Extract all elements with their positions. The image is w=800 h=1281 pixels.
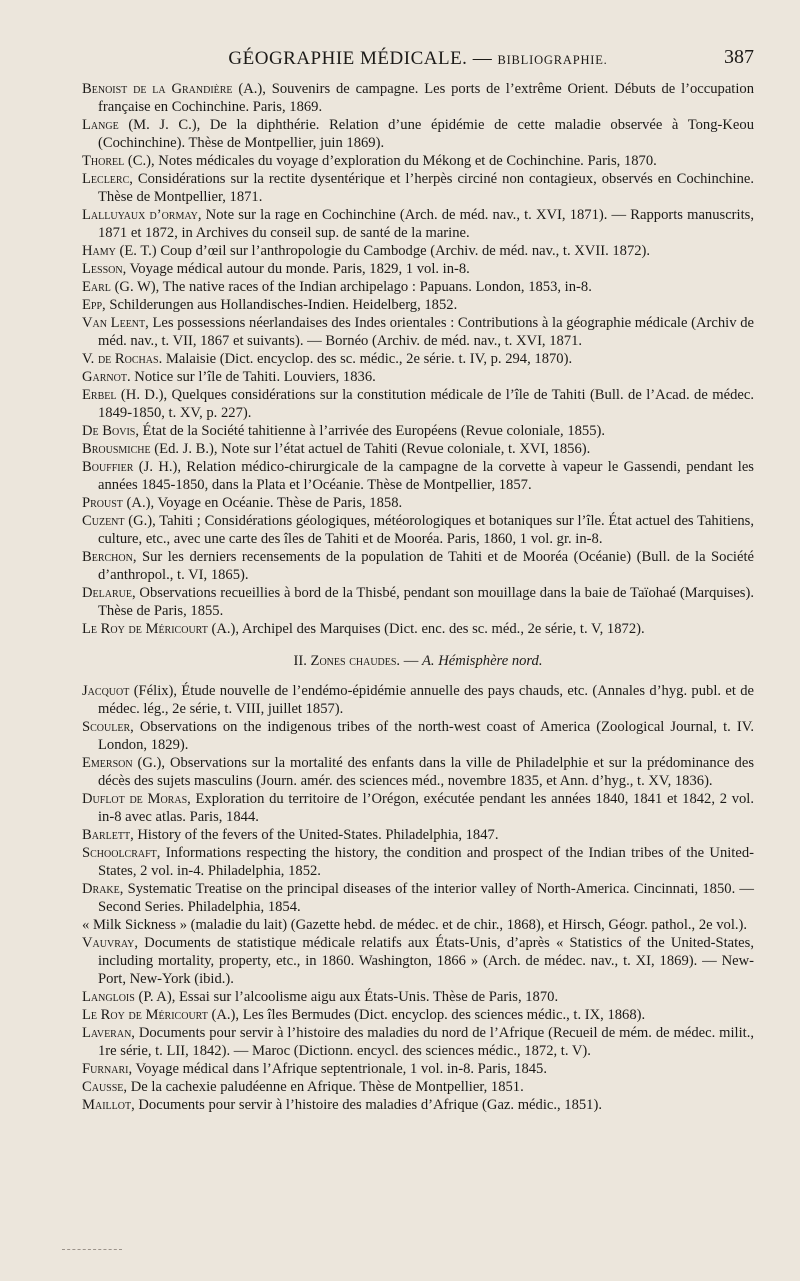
entry-text: , De la cachexie paludéenne en Afrique. Thèse de Montpellier, 1851.: [123, 1079, 524, 1095]
entry-text: , Les possessions néerlandaises des Indes orientales : Contributions à la géographie médicale (Archiv de méd. nav., t. VII, 1867 et suivants). — Bornéo (Archiv. de méd. nav., t. XVI, 1871.: [98, 315, 755, 349]
bibliography-entry: [82, 386, 754, 422]
entry-text: (G.), Tahiti ; Considérations géologiques, météorologiques et botaniques sur l’île. État actuel des Tahitiens, culture, etc., avec une carte des îles de Tahiti et de Mooréa. Paris, 1860, 1 vol. gr. in-8.: [98, 513, 754, 547]
bibliography-entry: [82, 206, 754, 242]
entry-text: (G. W), The native races of the Indian archipelago : Papuans. London, 1853, in-8.: [110, 279, 592, 295]
entry-text: , Voyage médical autour du monde. Paris, 1829, 1 vol. in-8.: [122, 261, 470, 277]
section-heading: [82, 652, 754, 670]
entry-text: (A.), Les îles Bermudes (Dict. encyclop. des sciences médic., t. IX, 1868).: [207, 1007, 646, 1023]
entry-text: (J. H.), Relation médico-chirurgicale de la campagne de la corvette à vapeur le Gassendi, pendant les années 1845-1850, dans la Plata et l’Océanie. Thèse de Montpellier, 1857.: [98, 459, 754, 493]
bibliography-entry: [82, 152, 754, 170]
entry-author: V. de Rochas: [82, 351, 159, 367]
entry-text: , Sur les derniers recensements de la population de Tahiti et de Mooréa (Océanie) (Bull. de la Société d’anthropol., t. VI, 1865).: [98, 549, 754, 583]
bibliography-entry: [82, 844, 754, 880]
entry-author: Maillot: [82, 1097, 132, 1113]
header-title: GÉOGRAPHIE MÉDICALE.: [228, 48, 468, 69]
entry-text: , Systematic Treatise on the principal diseases of the interior valley of North-America. Cincinnati, 1850. — Second Series. Philadelphia, 1854.: [98, 881, 754, 915]
entry-author: Bouffier: [82, 459, 134, 475]
entry-author: Van Leent: [82, 315, 146, 331]
entry-author: Thorel: [82, 153, 125, 169]
entry-author: Lalluyaux d’ormay: [82, 207, 198, 223]
bibliography-entry: [82, 1096, 754, 1114]
bibliography-entry: [82, 116, 754, 152]
bibliography-entry: [82, 260, 754, 278]
bibliography-entry: [82, 314, 754, 350]
bibliography-entry: [82, 422, 754, 440]
entry-text: , Voyage médical dans l’Afrique septentrionale, 1 vol. in-8. Paris, 1845.: [128, 1061, 547, 1077]
bibliography-entry: [82, 754, 754, 790]
bibliography-entry: [82, 494, 754, 512]
entry-text: , Documents pour servir à l’histoire des maladies d’Afrique (Gaz. médic., 1851).: [131, 1097, 602, 1113]
bibliography-entry: [82, 440, 754, 458]
entry-text: , History of the fevers of the United-States. Philadelphia, 1847.: [130, 827, 499, 843]
running-title: [82, 48, 754, 70]
entry-text: , État de la Société tahitienne à l’arrivée des Européens (Revue coloniale, 1855).: [135, 423, 606, 439]
entry-author: Emerson: [82, 755, 133, 771]
entry-text: , Informations respecting the history, the condition and prospect of the Indian tribes of the United-States, 2 vol. in-4. Philadelphia, 1852.: [98, 845, 754, 879]
bibliography-entry: [82, 1060, 754, 1078]
bibliography-entry: [82, 1078, 754, 1096]
entry-author: Hamy: [82, 243, 116, 259]
section-prefix: II.: [293, 653, 311, 669]
entry-author: De Bovis: [82, 423, 136, 439]
entry-text: (A.), Voyage en Océanie. Thèse de Paris, 1858.: [122, 495, 403, 511]
section-dash: —: [400, 653, 422, 669]
entry-text: , Schilderungen aus Hollandisches-Indien. Heidelberg, 1852.: [102, 297, 458, 313]
bibliography-entry: [82, 1006, 754, 1024]
entry-author: Brousmiche: [82, 441, 151, 457]
entry-text: , Documents de statistique médicale relatifs aux États-Unis, d’après « Statistics of the United-States, including mortality, property, etc., in 1860. Washington, 1866 » (Arch. de médec. nav., t. XI, 1869). — New-Port, New-York (ibid.).: [98, 935, 754, 987]
page-header: [82, 44, 754, 76]
entry-author: Barlett: [82, 827, 131, 843]
entry-author: Le Roy de Méricourt: [82, 621, 208, 637]
entry-text: , Exploration du territoire de l’Orégon, exécutée pendant les années 1840, 1841 et 1842, 2 vol. in-8 avec atlas. Paris, 1844.: [98, 791, 754, 825]
entry-author: Causse: [82, 1079, 124, 1095]
bibliography-entry: [82, 296, 754, 314]
bibliography-entry: [82, 682, 754, 718]
entry-text: (C.), Notes médicales du voyage d’exploration du Mékong et de Cochinchine. Paris, 1870.: [124, 153, 657, 169]
bibliography-entry: [82, 350, 754, 368]
entry-author: Furnari: [82, 1061, 129, 1077]
header-subtitle: BIBLIOGRAPHIE.: [497, 53, 608, 67]
entry-text: (M. J. C.), De la diphthérie. Relation d’une épidémie de cette maladie observée à Tong-Keou (Cochinchine). Thèse de Montpellier, juin 1869).: [98, 117, 754, 151]
entry-author: Garnot: [82, 369, 127, 385]
entry-author: Delarue: [82, 585, 132, 601]
entry-author: Scouler: [82, 719, 131, 735]
entry-text: (A.), Archipel des Marquises (Dict. enc. des sc. méd., 2e série, t. V, 1872).: [207, 621, 645, 637]
entry-text: (G.), Observations sur la mortalité des enfants dans la ville de Philadelphie et sur la prédominance des décès des sujets masculins (Journ. amér. des sciences méd., novembre 1835, et Ann. d’hyg., t. XV, 1836).: [98, 755, 754, 789]
entry-text: , Observations recueillies à bord de la Thisbé, pendant son mouillage dans la baie de Taïohaé (Marquises). Thèse de Paris, 1855.: [98, 585, 754, 619]
entry-text: « Milk Sickness » (maladie du lait) (Gazette hebd. de médec. et de chir., 1868), et Hirsch, Géogr. pathol., 2e vol.).: [82, 917, 748, 933]
bibliography-entry: [82, 368, 754, 386]
bibliography-entry: [82, 880, 754, 916]
entry-text: , Considérations sur la rectite dysentérique et l’herpès circiné non contagieux, observés en Cochinchine. Thèse de Montpellier, 1871.: [98, 171, 754, 205]
bibliography-entry: [82, 512, 754, 548]
entry-author: Berchon: [82, 549, 133, 565]
entry-author: Schoolcraft: [82, 845, 157, 861]
bibliography-entry: [82, 170, 754, 206]
entry-author: Lesson: [82, 261, 123, 277]
entry-text: (A.), Souvenirs de campagne. Les ports de l’extrême Orient. Débuts de l’occupation française en Cochinchine. Paris, 1869.: [98, 81, 755, 115]
bibliography-entry: [82, 584, 754, 620]
bibliography-entry: [82, 934, 754, 988]
bibliography-entry: [82, 242, 754, 260]
entry-author: Proust: [82, 495, 123, 511]
bibliography-entry: [82, 548, 754, 584]
entry-text: (Ed. J. B.), Note sur l’état actuel de Tahiti (Revue coloniale, t. XVI, 1856).: [150, 441, 591, 457]
entry-author: Erbel: [82, 387, 117, 403]
entry-text: (Félix), Étude nouvelle de l’endémo-épidémie annuelle des pays chauds, etc. (Annales d’hyg. publ. et de médec. lég., 2e série, t. VIII, juillet 1857).: [98, 683, 754, 717]
footer-rule: [62, 1249, 122, 1250]
entry-author: Cuzent: [82, 513, 125, 529]
entry-author: Benoist de la Grandière: [82, 81, 233, 97]
bibliography-list: [82, 80, 754, 1114]
entry-author: Langlois: [82, 989, 135, 1005]
bibliography-entry: [82, 458, 754, 494]
entry-text: , Observations on the indigenous tribes of the north-west coast of America (Zoological Journal, t. IV. London, 1829).: [98, 719, 754, 753]
entry-text: (P. A), Essai sur l’alcoolisme aigu aux États-Unis. Thèse de Paris, 1870.: [134, 989, 559, 1005]
bibliography-entry: [82, 826, 754, 844]
entry-text: . Malaisie (Dict. encyclop. des sc. médic., 2e série. t. IV, p. 294, 1870).: [158, 351, 573, 367]
bibliography-entry: [82, 1024, 754, 1060]
entry-text: . Notice sur l’île de Tahiti. Louviers, 1836.: [126, 369, 376, 385]
bibliography-entry: [82, 620, 754, 638]
bibliography-entry: [82, 988, 754, 1006]
bibliography-entry: [82, 80, 754, 116]
bibliography-entry: [82, 916, 754, 934]
header-separator: —: [472, 48, 493, 69]
entry-author: Earl: [82, 279, 111, 295]
entry-author: Epp: [82, 297, 103, 313]
entry-text: (E. T.) Coup d’œil sur l’anthropologie du Cambodge (Archiv. de méd. nav., t. XVII. 1872).: [115, 243, 651, 259]
entry-author: Le Roy de Méricourt: [82, 1007, 208, 1023]
entry-author: Jacquot: [82, 683, 130, 699]
section-hemisphere: A. Hémisphère nord.: [421, 653, 543, 669]
entry-author: Lange: [82, 117, 119, 133]
entry-text: , Documents pour servir à l’histoire des maladies du nord de l’Afrique (Recueil de mém. de médec. milit., 1re série, t. LII, 1842). — Maroc (Dictionn. encycl. des sciences médic., 1872, t. V).: [98, 1025, 754, 1059]
bibliography-entry: [82, 718, 754, 754]
page-number: 387: [724, 46, 754, 68]
bibliography-entry: [82, 790, 754, 826]
entry-text: , Note sur la rage en Cochinchine (Arch. de méd. nav., t. XVI, 1871). — Rapports manuscrits, 1871 et 1872, in Archives du conseil sup. de santé de la marine.: [98, 207, 754, 241]
bibliography-group-1: [82, 80, 754, 638]
entry-author: Drake: [82, 881, 120, 897]
entry-text: (H. D.), Quelques considérations sur la constitution médicale de l’île de Tahiti (Bull. de l’Acad. de médec. 1849-1850, t. XV, p. 227).: [98, 387, 754, 421]
section-zones: Zones chaudes.: [310, 653, 401, 669]
bibliography-entry: [82, 278, 754, 296]
entry-author: Duflot de Moras: [82, 791, 188, 807]
entry-author: Vauvray: [82, 935, 135, 951]
entry-author: Leclerc: [82, 171, 130, 187]
entry-author: Laveran: [82, 1025, 132, 1041]
bibliography-group-2: [82, 682, 754, 1114]
